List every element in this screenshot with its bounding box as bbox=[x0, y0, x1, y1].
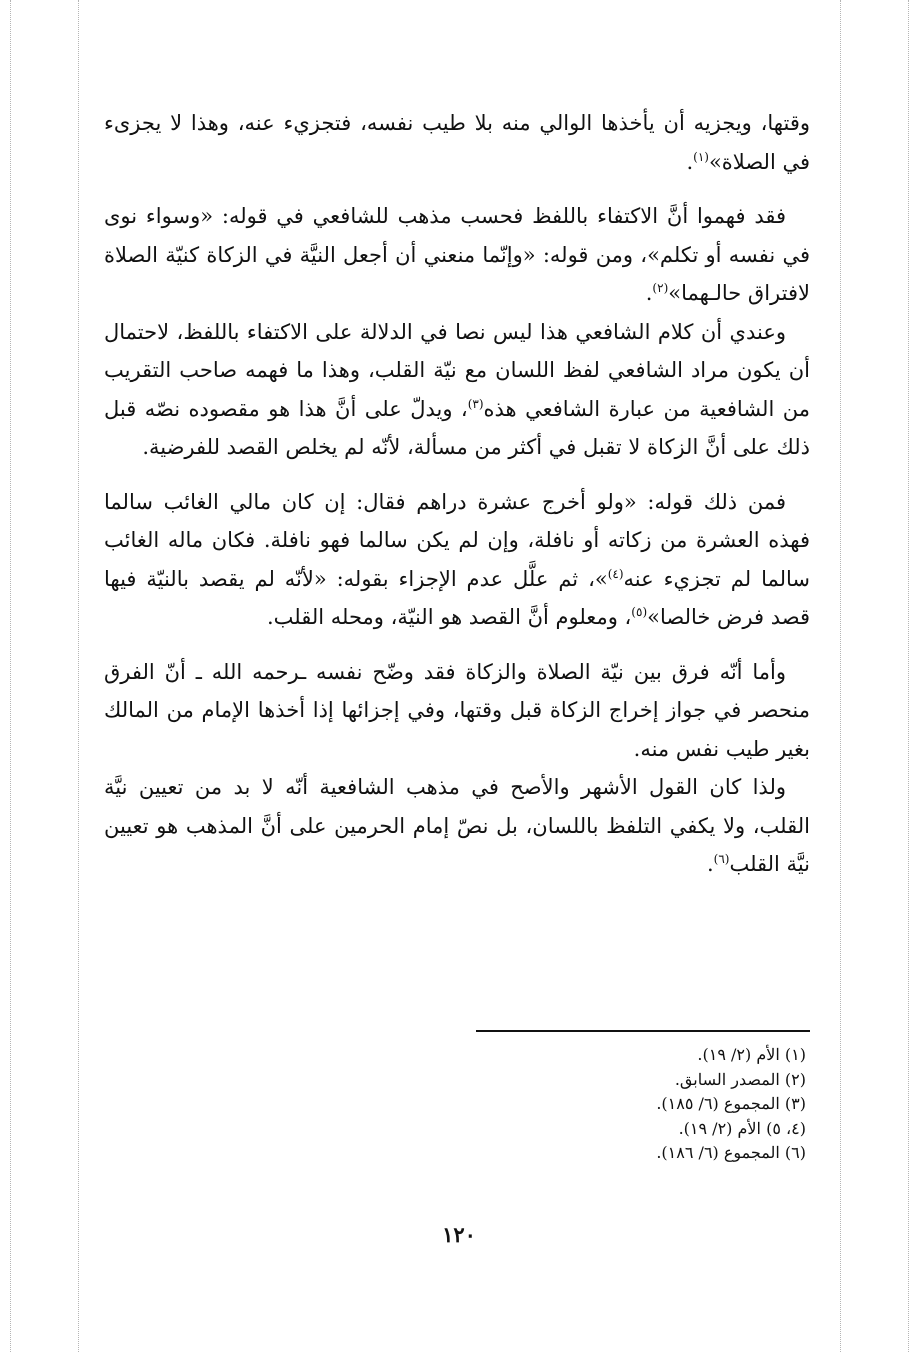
paragraph-text-end: . bbox=[686, 149, 694, 174]
footnote-4-5: (٤، ٥) الأم (٢/ ١٩). bbox=[678, 1118, 806, 1138]
paragraph-2 bbox=[104, 197, 810, 313]
paragraph-6 bbox=[104, 768, 810, 884]
footnote-ref: (٦) bbox=[713, 852, 730, 866]
margin-guide-right bbox=[908, 0, 909, 1352]
paragraph-text-end: ، ويدلّ على أنَّ هذا هو مقصوده نصّه قبل ذلك على أنَّ الزكاة لا تقبل في أكثر من مسألة، لأنّه لم يخلص القصد للفرضية. bbox=[104, 396, 810, 459]
footnote-ref: (٤) bbox=[607, 566, 624, 581]
paragraph-text: وأما أنّه فرق بين نيّة الصلاة والزكاة فقد وضّح نفسه ـرحمه الله ـ أنّ الفرق منحصر في جواز إخراج الزكاة قبل وقتها، وفي إجزائها إذا أخذها الإمام من المالك بغير طيب نفس منه. bbox=[104, 659, 810, 761]
footnote-3: (٣) المجموع (٦/ ١٨٥). bbox=[656, 1094, 806, 1113]
paragraph-text: فمن ذلك قوله: «ولو أخرج عشرة دراهم فقال: إن كان مالي الغائب سالما فهذه العشرة من زكاته أو نافلة، وإن لم يكن سالما فهو نافلة. فكان ماله الغائب سالما لم تجزيء عنه bbox=[104, 489, 811, 591]
main-text bbox=[104, 104, 810, 884]
paragraph-text: ولذا كان القول الأشهر والأصح في مذهب الشافعية أنّه لا بد من تعيين نيَّة القلب، ولا يكفي التلفظ باللسان، بل نصّ إمام الحرمين على أنَّ المذهب هو تعيين نيَّة القلب bbox=[104, 775, 810, 876]
paragraph-text-end: ، ومعلوم أنَّ القصد هو النيّة، ومحله القلب. bbox=[266, 605, 632, 629]
paragraph-text: وعندي أن كلام الشافعي هذا ليس نصا في الدلالة على الاكتفاء باللفظ، لاحتمال أن يكون مراد الشافعي لفظ اللسان مع نيّة القلب، وهذا ما فهمه صاحب التقريب من الشافعية من عبارة الشافعي هذه bbox=[104, 319, 810, 421]
paragraph-5 bbox=[104, 653, 810, 769]
paragraph-3 bbox=[104, 313, 810, 467]
footnote-ref: (٢) bbox=[652, 281, 669, 295]
paragraph-text-end: . bbox=[706, 852, 714, 876]
footnote-ref: (٥) bbox=[631, 605, 648, 619]
page-number: ١٢٠ bbox=[442, 1222, 476, 1247]
paragraph-text-mid: »، ثم علَّل عدم الإجزاء بقوله: «لأنّه لم يقصد بالنيّة فيها قصد فرض خالصا» bbox=[104, 566, 810, 629]
paragraph-4 bbox=[104, 483, 810, 637]
margin-guide-left-inner bbox=[78, 0, 79, 1352]
footnote-6: (٦) المجموع (٦/ ١٨٦). bbox=[656, 1143, 806, 1162]
paragraph-text: فقد فهموا أنَّ الاكتفاء باللفظ فحسب مذهب للشافعي في قوله: «وسواء نوى في نفسه أو تكلم»، ومن قوله: «وإنّما منعني أن أجعل النيَّة في الزكاة كنيّة الصلاة لافتراق حالـهما» bbox=[104, 204, 810, 305]
paragraph-text: وقتها، ويجزيه أن يأخذها الوالي منه بلا طيب نفسه، فتجزيء عنه، وهذا لا يجزىء في الصلاة» bbox=[104, 111, 810, 174]
paragraph-1 bbox=[104, 104, 810, 181]
footnote-separator bbox=[476, 1030, 810, 1032]
footnote-ref: (١) bbox=[693, 149, 709, 164]
footnote-ref: (٣) bbox=[467, 396, 484, 411]
footnotes bbox=[476, 1043, 806, 1166]
margin-guide-left bbox=[10, 0, 11, 1352]
footnote-2: (٢) المصدر السابق. bbox=[674, 1069, 806, 1089]
margin-guide-right-inner bbox=[840, 0, 841, 1352]
paragraph-text-end: . bbox=[645, 281, 653, 305]
footnote-1: (١) الأم (٢/ ١٩). bbox=[697, 1045, 806, 1064]
